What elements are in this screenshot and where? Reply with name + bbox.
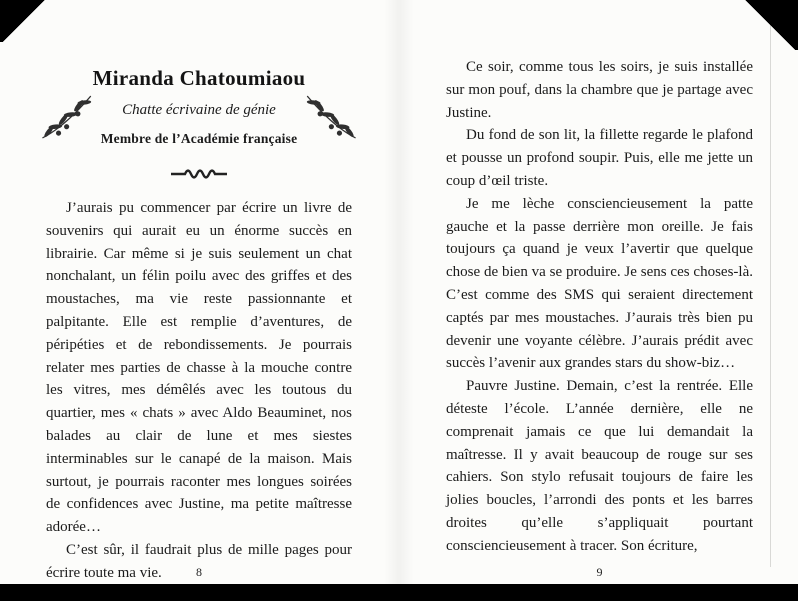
backdrop-corner-top-right xyxy=(742,0,798,50)
page-left xyxy=(46,0,352,584)
chapter-title: Miranda Chatoumiaou xyxy=(92,66,306,90)
paragraph: Je me lèche consciencieusement la patte gauche et la passe derrière mon oreille. Je fais toujours ça quand je veux l’avertir que quelque chose de bien va se produire. Je sens ces choses-là. C’est comme des SMS qui seraient directement captés par mes moustaches. J’aurais très bien pu devenir une voyante célèbre. J’aurais prédit avec succès l’avenir aux grandes stars du show-biz… xyxy=(446,195,753,372)
right-page-body xyxy=(446,0,753,558)
chapter-subtitle: Chatte écrivaine de génie xyxy=(122,102,276,118)
paragraph: J’aurais pu commencer par écrire un livre de souvenirs qui aurait eu un énorme succès en librairie. Car même si je suis seulement un chat nonchalant, un félin poilu avec des griffes et des moustaches, ma vie reste passionnante et palpitante. Elle est remplie d’aventures, de péripéties et de rebondissements. Je pourrais relater mes parties de chasse à la mouche contre les vitres, mes démêlés avec les toutous du quartier, mes « chats » avec Aldo Beauminet, nos balades au clair de lune et mes siestes interminables sur le canapé de la maison. Mais surtout, je pourrais raconter mes longues soirées de confidences avec Justine, ma petite maîtresse adorée… xyxy=(46,200,352,536)
book-cover-edge xyxy=(770,0,771,567)
left-page-body xyxy=(46,197,352,585)
olive-branch-icon xyxy=(304,90,362,144)
olive-branch-icon xyxy=(36,90,94,144)
page-number: 9 xyxy=(596,565,603,579)
page-right xyxy=(446,0,753,584)
paragraph: Du fond de son lit, la fillette regarde le plafond et pousse un profond soupir. Puis, elle me jette un coup d’œil triste. xyxy=(446,127,753,189)
paragraph: Pauvre Justine. Demain, c’est la rentrée. Elle déteste l’école. L’année dernière, elle ne comprenait jamais ce que lui demandait la maîtresse. Il y avait beaucoup de rouge sur ses cahiers. Son stylo refusait toujours de faire les jolies boucles, l’arrondi des ponts et les barres droites qu’elle s’appliquait pourtant consciencieusement à tracer. Son écriture, xyxy=(446,378,753,554)
chapter-affiliation: Membre de l’Académie française xyxy=(100,131,298,146)
page-number: 8 xyxy=(196,565,202,579)
squiggle-divider-icon xyxy=(46,167,352,181)
paragraph: Ce soir, comme tous les soirs, je suis installée sur mon pouf, dans la chambre que je partage avec Justine. xyxy=(446,59,753,121)
page-gutter-shadow xyxy=(384,0,414,584)
chapter-heading xyxy=(46,0,352,147)
backdrop-corner-top-left xyxy=(0,0,48,42)
backdrop-bottom-bar xyxy=(0,584,798,601)
paragraph: C’est sûr, il faudrait plus de mille pages pour écrire toute ma vie. xyxy=(46,541,352,581)
